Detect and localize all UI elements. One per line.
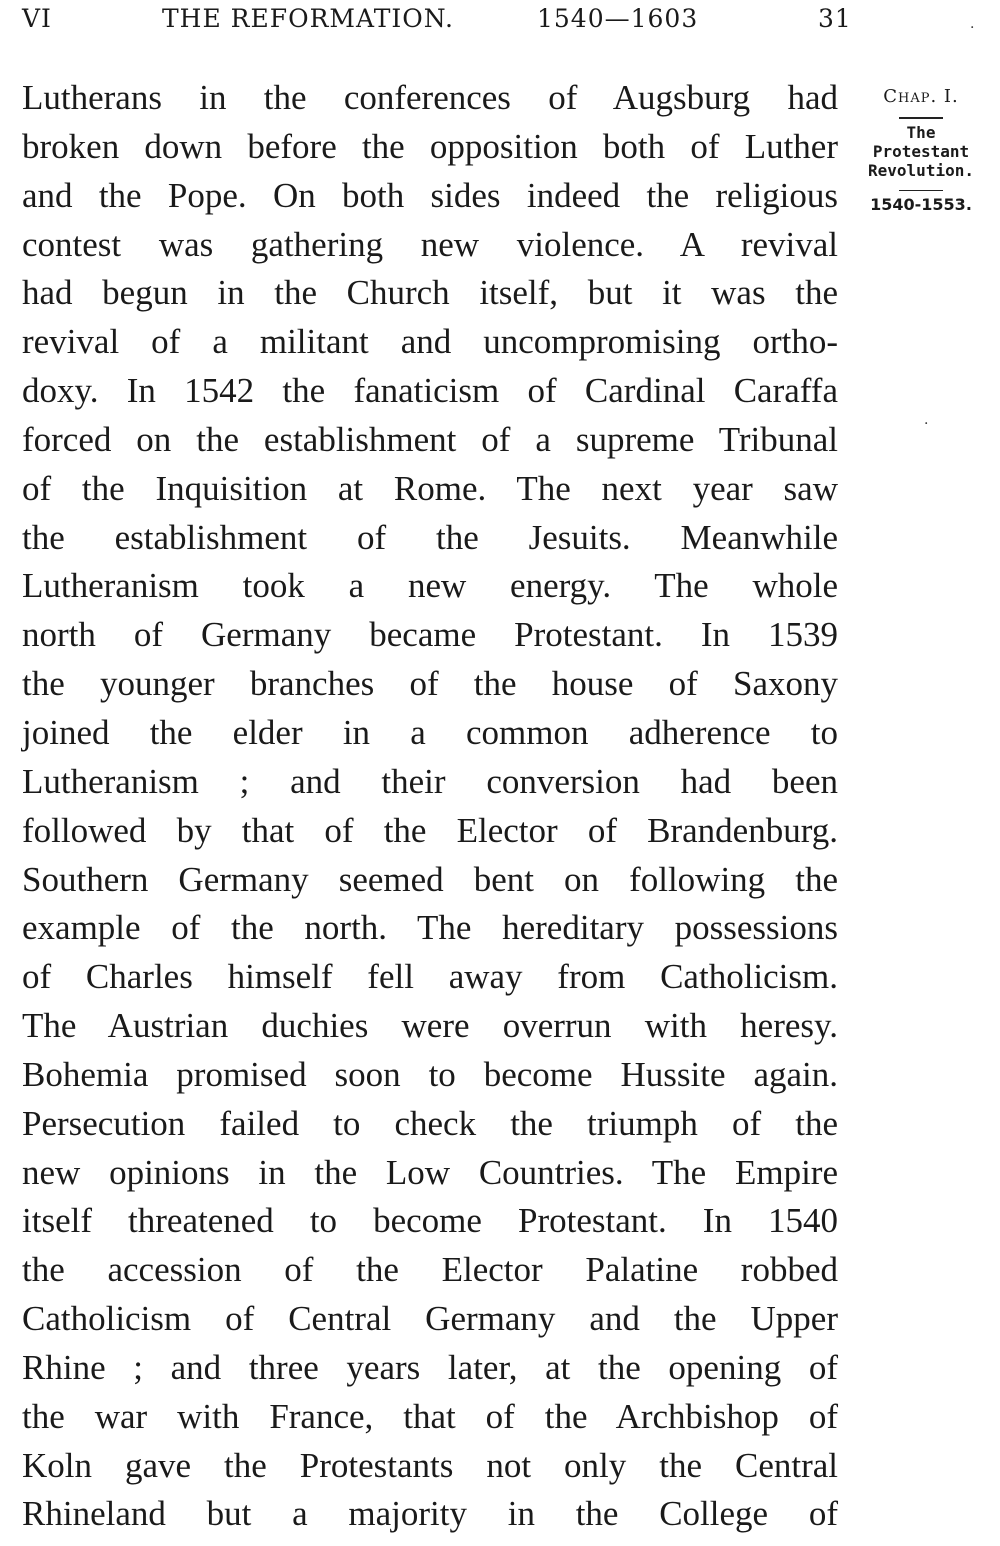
text-line: The Austrian duchies were overrun with heresy.	[22, 1006, 838, 1046]
text-line: Lutheranism ; and their conversion had been	[22, 761, 838, 801]
margin-note	[848, 86, 994, 214]
text-line: Rhineland but a majority in the College of	[22, 1494, 838, 1534]
text-line: Persecution failed to check the triumph of the	[22, 1103, 838, 1143]
text-line: the younger branches of the house of Saxony	[22, 664, 838, 704]
margin-divider	[899, 190, 943, 192]
section-title-line: The	[906, 122, 936, 142]
scan-speck: ·	[970, 20, 975, 36]
date-range: 1540-1553.	[870, 195, 972, 214]
text-line: Koln gave the Protestants not only the Central	[22, 1445, 838, 1485]
text-line: Southern Germany seemed bent on following the	[22, 859, 838, 899]
scan-speck: ·	[924, 416, 929, 432]
text-line: example of the north. The hereditary possessions	[22, 908, 838, 948]
text-line: itself threatened to become Protestant. In 1540	[22, 1201, 838, 1241]
running-years: 1540—1603	[537, 4, 699, 33]
text-line: the accession of the Elector Palatine robbed	[22, 1250, 838, 1290]
text-line: contest was gathering new violence. A revival	[22, 224, 838, 264]
text-line: revival of a militant and uncompromising ortho-	[22, 322, 838, 362]
section-title-line: Revolution.	[868, 160, 974, 180]
page-number: 31	[818, 4, 852, 33]
running-header	[22, 4, 982, 44]
text-line: broken down before the opposition both of Luther	[22, 126, 838, 166]
text-line: Bohemia promised soon to become Hussite again.	[22, 1054, 838, 1094]
text-line: joined the elder in a common adherence to	[22, 712, 838, 752]
text-line: the establishment of the Jesuits. Meanwhile	[22, 517, 838, 557]
margin-divider	[899, 117, 943, 119]
text-line: followed by that of the Elector of Brandenburg.	[22, 810, 838, 850]
text-line: Rhine ; and three years later, at the opening of	[22, 1347, 838, 1387]
section-title-line: Protestant	[872, 141, 970, 161]
body-paragraph	[22, 74, 838, 1539]
running-title: THE REFORMATION.	[162, 4, 454, 33]
text-line: forced on the establishment of a supreme Tribunal	[22, 419, 838, 459]
text-line: had begun in the Church itself, but it was the	[22, 273, 838, 313]
text-line: and the Pope. On both sides indeed the religious	[22, 175, 838, 215]
text-line: north of Germany became Protestant. In 1539	[22, 615, 838, 655]
text-line: doxy. In 1542 the fanaticism of Cardinal Caraffa	[22, 371, 838, 411]
text-line: Catholicism of Central Germany and the Upper	[22, 1299, 838, 1339]
text-line: of Charles himself fell away from Catholicism.	[22, 957, 838, 997]
text-line: Lutheranism took a new energy. The whole	[22, 566, 838, 606]
text-line: of the Inquisition at Rome. The next year saw	[22, 468, 838, 508]
chapter-label: Chap. I.	[883, 86, 959, 107]
text-line: Lutherans in the conferences of Augsburg had	[22, 78, 838, 117]
text-line: new opinions in the Low Countries. The Empire	[22, 1152, 838, 1192]
part-number: VI	[22, 4, 52, 33]
text-line: the war with France, that of the Archbishop of	[22, 1396, 838, 1436]
